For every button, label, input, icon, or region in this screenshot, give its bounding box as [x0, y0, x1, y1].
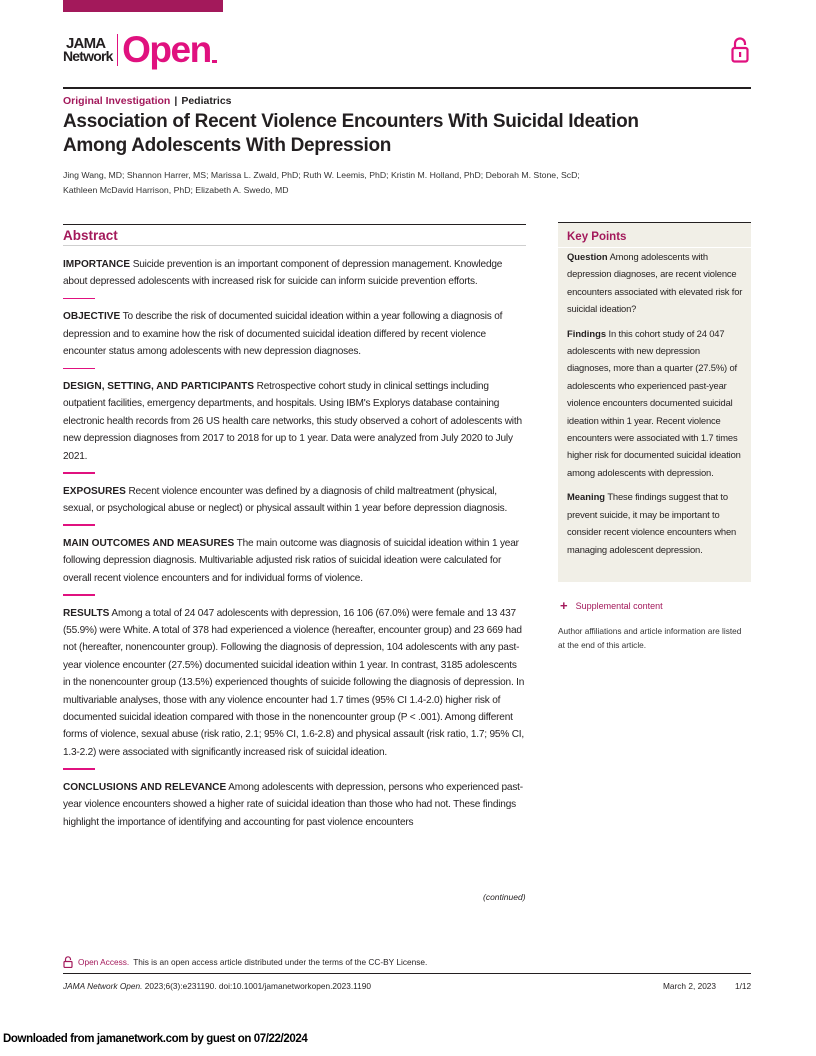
section-text: Among adolescents with depression, persons who experienced past-year violence encounters showed a higher rate of suicidal ideation than those who had not. These findings highlight the importance of identifying and accounting for past violence encounters [63, 781, 523, 828]
footer-rule [63, 973, 751, 974]
author-list [63, 168, 623, 198]
section-divider [63, 524, 95, 526]
abstract-section-conclusions [63, 779, 526, 831]
affiliations-note: Author affiliations and article information are listed at the end of this article. [558, 626, 742, 650]
download-watermark: Downloaded from jamanetwork.com by guest on 07/22/2024 [3, 1033, 308, 1045]
key-point-label: Meaning [567, 491, 606, 503]
title-line1: Association of Recent Violence Encounters With Suicidal Ideation [63, 111, 639, 132]
abstract-heading: Abstract [63, 228, 118, 243]
section-divider [63, 472, 95, 474]
section-label: MAIN OUTCOMES AND MEASURES [63, 537, 235, 549]
article-title [63, 110, 663, 158]
key-point-question [567, 248, 745, 318]
title-line2: Among Adolescents With Depression [63, 135, 392, 156]
abstract-section-exposures [63, 483, 526, 518]
section-label: EXPOSURES [63, 485, 126, 497]
key-point-text: In this cohort study of 24 047 adolescents with new depression diagnoses, more than a quarter (27.5%) of adolescents who experienced past-year violence encounters documented suicidal ideation within 1 year. Recent violence encounters were associated with 1.7 times higher risk for documented suicidal ideation among adolescents with depression. [567, 327, 741, 478]
publication-date: March 2, 2023 [663, 981, 717, 991]
key-point-text: Among adolescents with depression diagnoses, are recent violence encounters associated with elevated risk for suicidal ideation? [567, 251, 743, 315]
section-text: To describe the risk of documented suicidal ideation within a year following a diagnosis of depression and to examine how the risk of documented suicidal ideation differed by recent violence encounter status among adolescents with new depression diagnoses. [63, 311, 503, 358]
abstract-top-rule [63, 224, 526, 225]
key-point-label: Question [567, 251, 608, 262]
section-label: CONCLUSIONS AND RELEVANCE [63, 781, 227, 793]
logo-jama-network [63, 37, 113, 63]
supplemental-content-link[interactable] [560, 598, 663, 613]
section-label: OBJECTIVE [63, 311, 121, 323]
key-points-heading: Key Points [567, 231, 627, 243]
authors-line2: Kathleen McDavid Harrison, PhD; Elizabeth A. Swedo, MD [63, 185, 289, 195]
top-accent-bar [63, 0, 223, 12]
abstract-section-results [63, 605, 526, 762]
logo-open: Open [122, 29, 211, 70]
logo-line2: Network [63, 48, 113, 64]
logo-line1: JAMA [66, 35, 106, 52]
key-point-findings [567, 325, 745, 482]
open-access-text: This is an open access article distributed under the terms of the CC-BY License. [133, 957, 428, 967]
page-number: 1/12 [735, 981, 752, 991]
journal-name: JAMA Network Open. [63, 981, 143, 991]
supplemental-label: Supplemental content [575, 601, 663, 611]
section-label: DESIGN, SETTING, AND PARTICIPANTS [63, 381, 255, 393]
section-text: Retrospective cohort study in clinical settings including outpatient facilities, emergency departments, and hospitals. Using IBM's Explorys database containing electronic health records from 26 US health care networks, this study observed a cohort of adolescents with new depression diagnoses from 2017 to 2018 for up to 1 year. Data were analyzed from July 2020 to July 2021. [63, 381, 522, 462]
section-text: Among a total of 24 047 adolescents with depression, 16 106 (67.0%) were female and 13 437 (55.9%) were White. A total of 378 had experienced a violence (hereafter, encounter group) and 23 669 had not (hereafter, nonencounter group). Following the diagnosis of depression, 104 adolescents with any past-year violence encounter (27.5%) documented suicidal ideation within 1 year. In contrast, 3185 adolescents in the nonencounter group (13.5%) experienced thoughts of suicide following the diagnosis of depression. In multivariable analyses, those with any violence encounter had 1.7 times (95% CI 1.4-2.0) higher risk of documented suicidal ideation compared with those in the nonencounter group (P < .001). Among different forms of violence, sexual abuse (risk ratio, 2.1; 95% CI, 1.6-2.8) and physical assault (risk ratio, 1.7; 95% CI, 1.3-2.2) were associated with significantly increased risk of suicidal ideation. [63, 607, 525, 758]
continued-note: (continued) [483, 892, 526, 902]
section-text: Suicide prevention is an important component of depression management. Knowledge about depressed adolescents with increased risk for suicide can inform suicide prevention efforts. [63, 259, 503, 288]
open-access-link[interactable]: Open Access. [78, 957, 130, 967]
open-access-line [63, 956, 427, 968]
logo-separator [117, 34, 119, 66]
article-section[interactable]: Pediatrics [181, 95, 232, 107]
section-label: IMPORTANCE [63, 259, 131, 270]
abstract-section-design [63, 378, 526, 465]
section-divider [63, 298, 95, 300]
open-access-lock-icon [63, 956, 73, 968]
abstract-body [63, 256, 526, 831]
header-rule [63, 87, 751, 89]
key-point-meaning [567, 488, 745, 558]
key-point-label: Findings [567, 327, 607, 339]
section-divider [63, 594, 95, 596]
key-points-box [558, 222, 751, 582]
journal-logo[interactable] [63, 29, 217, 70]
citation-line [63, 981, 371, 991]
key-points-body [567, 248, 745, 558]
authors-line1: Jing Wang, MD; Shannon Harrer, MS; Marissa L. Zwald, PhD; Ruth W. Leemis, PhD; Kristin M. Holland, PhD; Deborah M. Stone, ScD; [63, 170, 580, 180]
article-type-line: Original Investigation | Pediatrics [63, 95, 232, 107]
article-category[interactable]: Original Investigation [63, 95, 171, 107]
abstract-heading-rule [63, 245, 526, 246]
key-point-text: These findings suggest that to prevent suicide, it may be important to consider recent violence encounters when managing adolescent depression. [567, 491, 737, 555]
section-divider [63, 368, 95, 370]
abstract-section-objective [63, 308, 526, 360]
plus-icon: + [560, 598, 568, 613]
section-label: RESULTS [63, 607, 110, 619]
abstract-section-outcomes [63, 535, 526, 587]
logo-dot [212, 60, 217, 63]
citation-text: 2023;6(3):e231190. doi:10.1001/jamanetworkopen.2023.1190 [144, 981, 371, 991]
section-text: The main outcome was diagnosis of suicidal ideation within 1 year following depression diagnosis. Multivariable adjusted risk ratios of suicidal ideation were calculated for overall recent violence encounters and for individual forms of violence. [63, 537, 519, 584]
abstract-section-importance [63, 256, 526, 291]
section-text: Recent violence encounter was defined by a diagnosis of child maltreatment (physical, sexual, or psychological abuse or neglect) or physical assault within 1 year before depression diagnosis. [63, 485, 508, 514]
section-divider [63, 768, 95, 770]
open-lock-icon [731, 37, 749, 63]
